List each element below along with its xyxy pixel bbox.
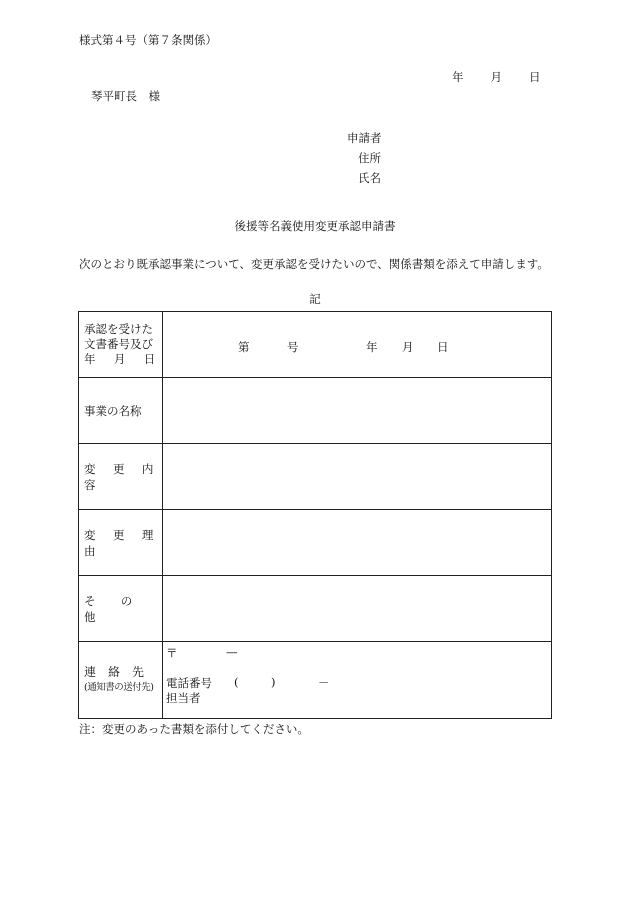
document-title: 後援等名義使用変更承認申請書: [234, 219, 396, 233]
applicant-block: [347, 128, 381, 188]
change-content-label: 変 更 内 容: [79, 444, 163, 510]
change-content-field[interactable]: [163, 444, 552, 510]
table-row-contact: [79, 642, 552, 719]
phone-open: (: [234, 675, 239, 689]
table-row-other: [79, 576, 552, 642]
table-row-project: [79, 378, 552, 444]
value-month: 月: [402, 340, 414, 354]
date-month: 月: [490, 70, 502, 84]
note-text: 注：変更のあった書類を添付してください。: [79, 722, 309, 736]
intro-text: 次のとおり既承認事業について、変更承認を受けたいので、関係書類を添えて申請します。: [79, 257, 549, 271]
date-day: 日: [529, 70, 541, 84]
contact-label: 連 絡 先: [84, 665, 145, 679]
ki-heading: 記: [309, 292, 321, 306]
table-row-change-content: [79, 444, 552, 510]
contact-label-cell: [79, 642, 163, 719]
value-day: 日: [437, 340, 449, 354]
applicant-address-label: 住所: [358, 151, 381, 165]
form-number: 様式第４号（第７条関係）: [79, 33, 217, 47]
phone-close: ): [271, 675, 276, 689]
project-name-field[interactable]: [163, 378, 552, 444]
contact-sublabel: (通知書の送付先): [84, 682, 154, 693]
addressee: 琴平町長 様: [91, 89, 160, 103]
date-year: 年: [452, 70, 464, 84]
dai-text: 第: [238, 340, 250, 354]
applicant-label: 申請者: [347, 131, 382, 145]
postal-mark: 〒: [166, 646, 178, 660]
table-row-approval: [79, 312, 552, 378]
applicant-name-label: 氏名: [358, 171, 381, 185]
phone-dash: －: [318, 676, 330, 690]
person-label: 担当者: [166, 691, 201, 705]
contact-field[interactable]: [163, 642, 552, 719]
phone-label: 電話番号: [166, 676, 212, 690]
approval-value[interactable]: [163, 312, 552, 378]
application-table: [78, 311, 552, 719]
project-name-label: 事業の名称: [79, 378, 163, 444]
other-field[interactable]: [163, 576, 552, 642]
change-reason-label: 変 更 理 由: [79, 510, 163, 576]
value-year: 年: [366, 340, 378, 354]
change-reason-field[interactable]: [163, 510, 552, 576]
go-text: 号: [287, 340, 299, 354]
postal-dash: —: [226, 645, 238, 659]
date-line: [452, 72, 541, 84]
table-row-change-reason: [79, 510, 552, 576]
other-label: そ の 他: [79, 576, 163, 642]
approval-label: 承認を受けた 文書番号及び 年 月 日: [79, 312, 163, 378]
